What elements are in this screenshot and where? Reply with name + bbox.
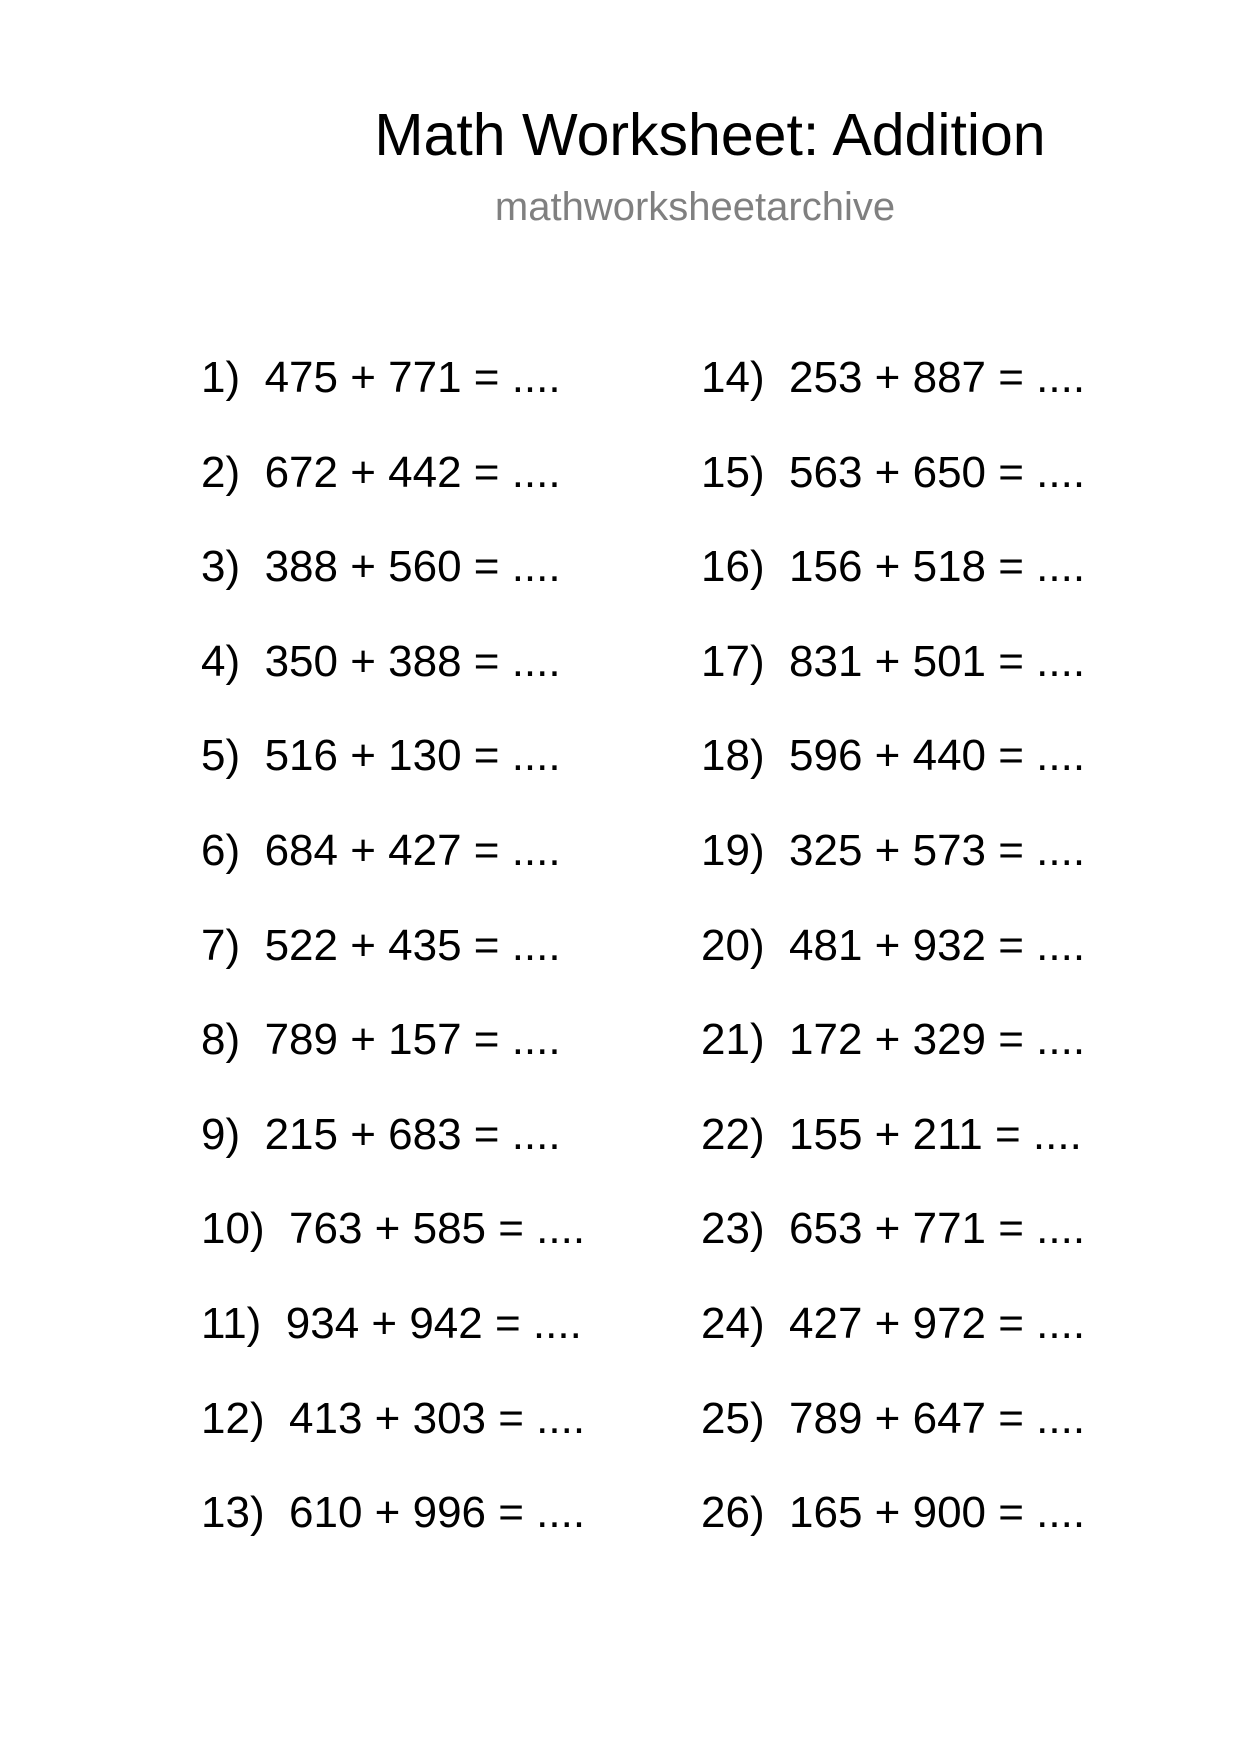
- problem-column-right: [701, 352, 1201, 1582]
- problem-number: 19): [701, 825, 765, 875]
- problem-expression: 684 + 427 = ....: [264, 825, 561, 875]
- problem-number: 2): [201, 447, 241, 497]
- problem-expression: 831 + 501 = ....: [789, 636, 1086, 686]
- problem-item: [701, 1203, 1201, 1298]
- problem-item: [201, 730, 701, 825]
- problem-item: [201, 920, 701, 1015]
- problem-item: [701, 920, 1201, 1015]
- problem-expression: 610 + 996 = ....: [289, 1488, 586, 1538]
- problem-column-left: [201, 352, 701, 1582]
- problem-item: [701, 1393, 1201, 1488]
- problem-expression: 388 + 560 = ....: [264, 542, 561, 592]
- problem-item: [701, 1014, 1201, 1109]
- page-title: Math Worksheet: Addition: [374, 102, 1046, 168]
- problem-number: 15): [701, 447, 765, 497]
- problem-number: 24): [701, 1298, 765, 1348]
- problem-number: 3): [201, 542, 241, 592]
- problem-expression: 516 + 130 = ....: [264, 731, 561, 781]
- problem-expression: 563 + 650 = ....: [789, 447, 1086, 497]
- problem-number: 12): [201, 1393, 265, 1443]
- problem-item: [201, 636, 701, 731]
- problem-item: [201, 1487, 701, 1582]
- problem-number: 20): [701, 920, 765, 970]
- problem-item: [701, 636, 1201, 731]
- problem-number: 1): [201, 353, 241, 402]
- problem-item: [701, 825, 1201, 920]
- problem-expression: 165 + 900 = ....: [789, 1488, 1086, 1538]
- problem-number: 14): [701, 353, 765, 402]
- problem-expression: 789 + 647 = ....: [789, 1393, 1086, 1443]
- problem-item: [201, 1298, 701, 1393]
- problem-number: 7): [201, 920, 241, 970]
- problem-expression: 427 + 972 = ....: [789, 1298, 1086, 1348]
- problem-number: 18): [701, 731, 765, 781]
- problem-item: [701, 1109, 1201, 1204]
- problem-expression: 475 + 771 = ....: [264, 353, 561, 402]
- problem-item: [701, 730, 1201, 825]
- problem-expression: 596 + 440 = ....: [789, 731, 1086, 781]
- problem-item: [201, 1109, 701, 1204]
- problem-expression: 934 + 942 = ....: [285, 1298, 582, 1348]
- problem-expression: 215 + 683 = ....: [264, 1109, 561, 1159]
- problem-number: 26): [701, 1488, 765, 1538]
- problem-expression: 789 + 157 = ....: [264, 1015, 561, 1065]
- problem-item: [201, 1393, 701, 1488]
- problem-item: [701, 1487, 1201, 1582]
- problem-item: [701, 541, 1201, 636]
- problem-number: 4): [201, 636, 241, 686]
- problem-expression: 325 + 573 = ....: [789, 825, 1086, 875]
- problem-expression: 413 + 303 = ....: [289, 1393, 586, 1443]
- problem-number: 6): [201, 825, 241, 875]
- problem-expression: 155 + 211 = ....: [789, 1109, 1082, 1159]
- problem-item: [201, 447, 701, 542]
- problem-number: 11): [201, 1298, 262, 1348]
- problem-item: [201, 1203, 701, 1298]
- problem-item: [701, 447, 1201, 542]
- problem-expression: 481 + 932 = ....: [789, 920, 1086, 970]
- problem-expression: 653 + 771 = ....: [789, 1204, 1086, 1254]
- problem-number: 22): [701, 1109, 765, 1159]
- problem-number: 16): [701, 542, 765, 592]
- problem-number: 23): [701, 1204, 765, 1254]
- problem-number: 17): [701, 636, 765, 686]
- problem-number: 10): [201, 1204, 265, 1254]
- problem-item: [201, 541, 701, 636]
- problem-expression: 156 + 518 = ....: [789, 542, 1086, 592]
- problem-expression: 672 + 442 = ....: [264, 447, 561, 497]
- problem-expression: 522 + 435 = ....: [264, 920, 561, 970]
- problem-number: 8): [201, 1015, 241, 1065]
- problem-number: 9): [201, 1109, 241, 1159]
- problem-expression: 172 + 329 = ....: [789, 1015, 1086, 1065]
- problem-number: 13): [201, 1488, 265, 1538]
- problem-item: [701, 352, 1201, 447]
- problem-item: [701, 1298, 1201, 1393]
- problem-number: 21): [701, 1015, 765, 1065]
- problem-expression: 763 + 585 = ....: [289, 1204, 586, 1254]
- problem-expression: 253 + 887 = ....: [789, 353, 1086, 402]
- page-subtitle: mathworksheetarchive: [494, 185, 896, 229]
- problem-item: [201, 825, 701, 920]
- problem-expression: 350 + 388 = ....: [264, 636, 561, 686]
- problem-item: [201, 352, 701, 447]
- problem-item: [201, 1014, 701, 1109]
- problem-number: 25): [701, 1393, 765, 1443]
- problem-number: 5): [201, 731, 241, 781]
